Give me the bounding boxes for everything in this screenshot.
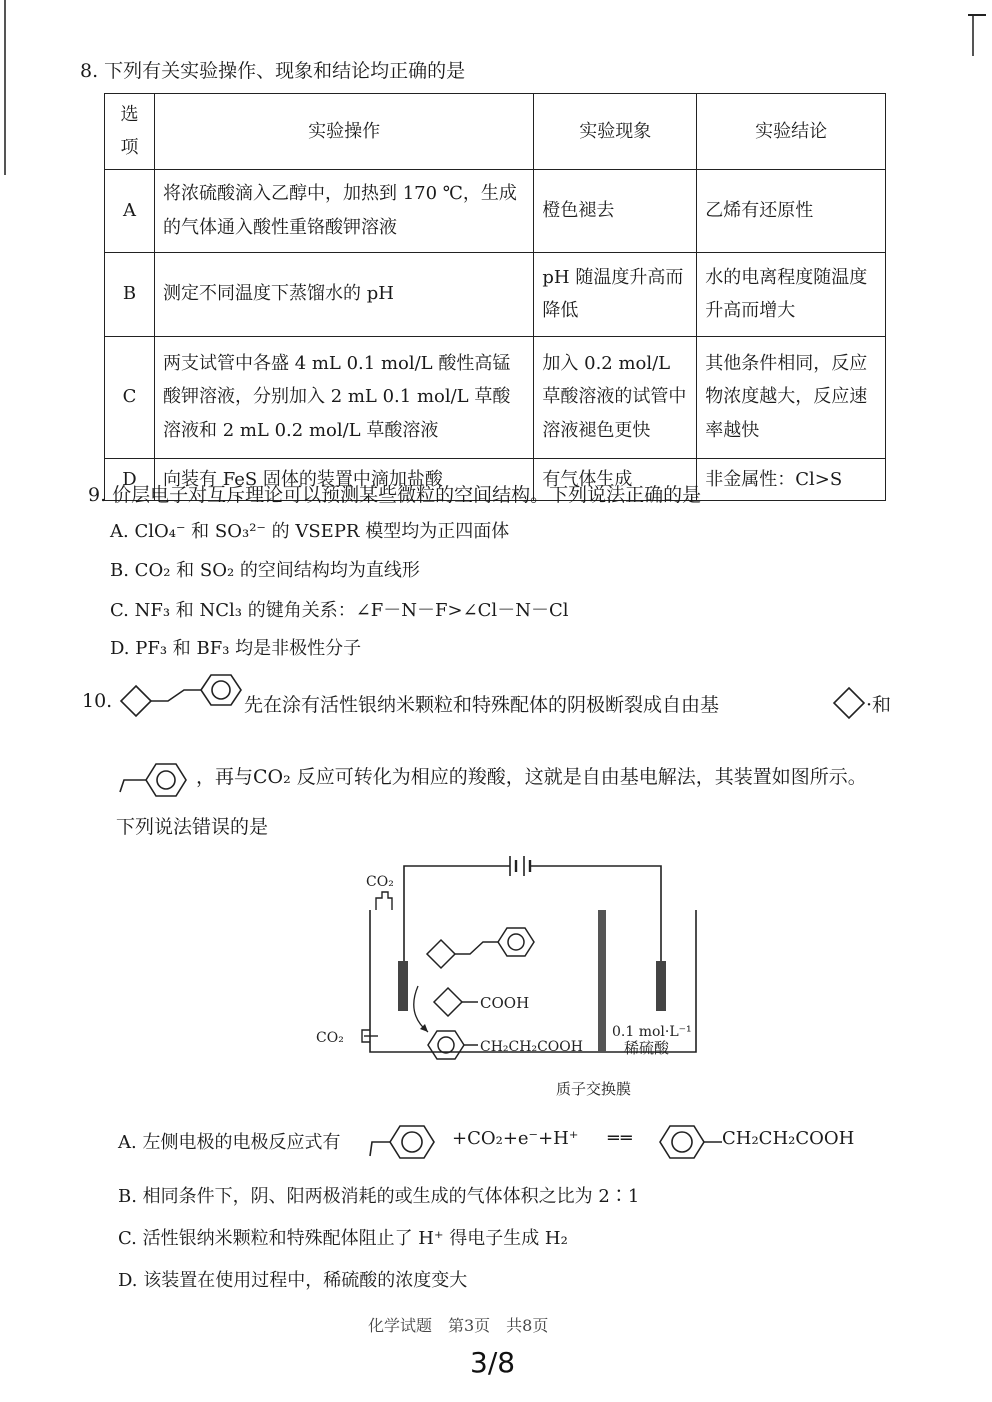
q10-text3: 下列说法错误的是 (116, 816, 269, 838)
row-conclusion: 水的电离程度随温度升高而增大 (697, 252, 886, 336)
acid-name-label: 稀硫酸 (624, 1039, 670, 1057)
q10-option-a-product: CH₂CH₂COOH (722, 1128, 855, 1149)
table-row (105, 336, 886, 458)
product-label: CH₂CH₂COOH (480, 1039, 583, 1055)
q10-text1b: ·和 (866, 694, 892, 716)
phenylpropanoic-acid-structure (428, 1031, 478, 1059)
row-option: B (105, 252, 155, 336)
cooh-label: COOH (480, 994, 530, 1012)
row-option: A (105, 169, 155, 252)
header-conclusion: 实验结论 (697, 94, 886, 170)
reactant-structure (427, 928, 534, 968)
row-conclusion: 非金属性：Cl>S (697, 458, 886, 500)
proton-exchange-membrane (598, 910, 606, 1052)
q10-option-c: C. 活性银纳米颗粒和特殊配体阻止了 H⁺ 得电子生成 H₂ (118, 1228, 568, 1249)
gas-outlet (376, 892, 392, 910)
option-a-product-structure (654, 1114, 724, 1166)
header-phenomenon: 实验现象 (534, 94, 697, 170)
page-number: 3/8 (470, 1346, 516, 1379)
q10-option-d: D. 该装置在使用过程中，稀硫酸的浓度变大 (118, 1270, 468, 1291)
q9-stem: 9. 价层电子对互斥理论可以预测某些微粒的空间结构。下列说法正确的是 (88, 484, 702, 506)
q10-text1: 先在涂有活性银纳米颗粒和特殊配体的阴极断裂成自由基 (244, 694, 720, 716)
electrolysis-apparatus-diagram (310, 846, 710, 1106)
cathode-electrode (398, 961, 408, 1011)
q9-option-b: B. CO₂ 和 SO₂ 的空间结构均为直线形 (110, 560, 420, 581)
option-a-reactant-structure (366, 1114, 452, 1166)
q10-number: 10. (82, 690, 113, 712)
cyclobutyl-radical-structure (832, 686, 868, 720)
q9-option-c: C. NF₃ 和 NCl₃ 的键角关系：∠F－N－F>∠Cl－N－Cl (110, 600, 569, 621)
table-row (105, 252, 886, 336)
row-operation: 将浓硫酸滴入乙醇中，加热到 170 ℃，生成的气体通入酸性重铬酸钾溶液 (154, 169, 533, 252)
co2-top-label: CO₂ (366, 874, 394, 890)
row-option: C (105, 336, 155, 458)
row-operation: 测定不同温度下蒸馏水的 pH (154, 252, 533, 336)
q10-text2: ，再与CO₂ 反应可转化为相应的羧酸，这就是自由基电解法，其装置如图所示。 (196, 766, 867, 788)
row-phenomenon: 有气体生成 (534, 458, 697, 500)
q10-option-a-equals: ══ (608, 1128, 634, 1149)
scan-mark-top-right (968, 14, 986, 16)
experiment-table (104, 93, 886, 501)
q10-option-a-middle: +CO₂+e⁻+H⁺ (452, 1128, 579, 1149)
acid-concentration-label: 0.1 mol·L⁻¹ (612, 1024, 692, 1040)
phenylethyl-radical-structure (112, 748, 196, 800)
q10-option-a-prefix: A. 左侧电极的电极反应式有 (118, 1132, 341, 1153)
row-phenomenon: 橙色褪去 (534, 169, 697, 252)
row-phenomenon: 加入 0.2 mol/L 草酸溶液的试管中溶液褪色更快 (534, 336, 697, 458)
row-phenomenon: pH 随温度升高而降低 (534, 252, 697, 336)
q8-stem: 8. 下列有关实验操作、现象和结论均正确的是 (80, 60, 466, 82)
anode-electrode (656, 961, 666, 1011)
q10-option-b: B. 相同条件下，阴、阳两极消耗的或生成的气体体积之比为 2∶1 (118, 1186, 640, 1207)
footer-line: 化学试题 第3页 共8页 (368, 1316, 549, 1335)
q9-option-a: A. ClO₄⁻ 和 SO₃²⁻ 的 VSEPR 模型均为正四面体 (110, 521, 510, 542)
membrane-label: 质子交换膜 (556, 1080, 632, 1098)
co2-left-label: CO₂ (316, 1030, 344, 1046)
row-conclusion: 其他条件相同，反应物浓度越大，反应速率越快 (697, 336, 886, 458)
header-operation: 实验操作 (154, 94, 533, 170)
reaction-arrow (414, 986, 428, 1032)
scan-mark-right (972, 16, 974, 56)
cyclobutyl-ethyl-benzene-structure (110, 672, 250, 727)
scan-mark-top-left (4, 0, 6, 175)
header-option: 选项 (105, 94, 155, 170)
table-header-row (105, 94, 886, 170)
q9-option-d: D. PF₃ 和 BF₃ 均是非极性分子 (110, 638, 362, 659)
table-row (105, 169, 886, 252)
row-conclusion: 乙烯有还原性 (697, 169, 886, 252)
row-option: D (105, 458, 155, 500)
row-operation: 向装有 FeS 固体的装置中滴加盐酸 (154, 458, 533, 500)
row-operation: 两支试管中各盛 4 mL 0.1 mol/L 酸性高锰酸钾溶液，分别加入 2 mL 0.1 mol/L 草酸溶液和 2 mL 0.2 mol/L 草酸溶液 (154, 336, 533, 458)
battery-icon (510, 856, 530, 876)
cyclobutane-carboxylic-acid-structure (434, 988, 478, 1016)
